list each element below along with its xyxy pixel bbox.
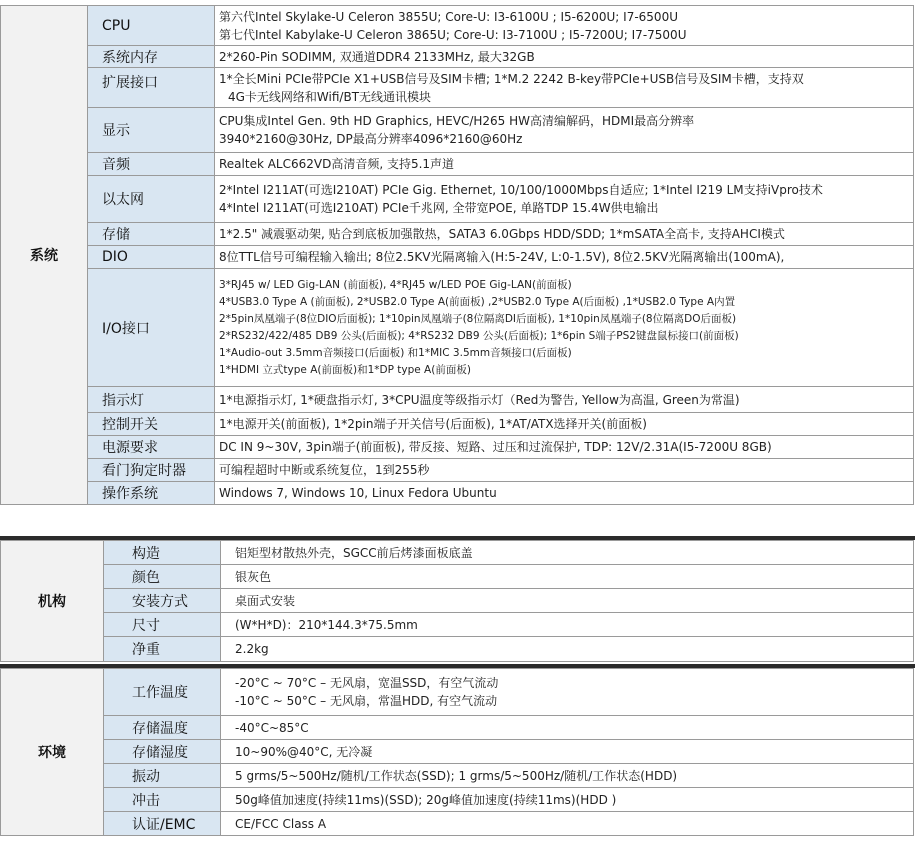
row-label: 音频 xyxy=(102,157,130,173)
table-row xyxy=(1,589,914,613)
row-label: CPU xyxy=(102,17,131,34)
system-table xyxy=(0,5,914,505)
section-label-system: 系统 xyxy=(1,6,88,505)
row-label: 操作系统 xyxy=(102,486,158,502)
row-value: 1*电源开关(前面板), 1*2pin端子开关信号(后面板), 1*AT/ATX选择开关(前面板) xyxy=(219,417,647,431)
row-label: I/O接口 xyxy=(102,320,150,337)
row-value: 2*Intel I211AT(可选I210AT) PCIe Gig. Ethernet, 10/100/1000Mbps自适应; 1*Intel I219 LM支持iVpro技术 xyxy=(219,183,823,197)
table-row xyxy=(1,269,914,387)
row-value: 8位TTL信号可编程输入输出; 8位2.5KV光隔离输入(H:5-24V, L:0-1.5V), 8位2.5KV光隔离输出(100mA), xyxy=(219,250,785,264)
row-value: 银灰色 xyxy=(235,569,272,584)
row-label: 尺寸 xyxy=(132,617,160,634)
table-row xyxy=(1,740,914,764)
table-row xyxy=(1,6,914,46)
table-row xyxy=(1,788,914,812)
table-row xyxy=(1,46,914,68)
row-value: 2*5pin凤凰端子(8位DIO后面板); 1*10pin凤凰端子(8位隔离DI后面板), 1*10pin凤凰端子(8位隔离DO后面板) xyxy=(219,312,737,325)
row-label: 系统内存 xyxy=(102,49,158,66)
row-label: 净重 xyxy=(132,642,160,658)
mechanism-table xyxy=(0,540,914,662)
row-label: 冲击 xyxy=(132,792,160,809)
row-value: 1*Audio-out 3.5mm音频接口(后面板) 和1*MIC 3.5mm音频接口(后面板) xyxy=(219,346,572,359)
row-value: 1*全长Mini PCIe带PCIe X1+USB信号及SIM卡槽; 1*M.2 2242 B-key带PCIe+USB信号及SIM卡槽，支持双 xyxy=(219,71,804,86)
table-row xyxy=(1,68,914,108)
table-row xyxy=(1,223,914,246)
table-row xyxy=(1,613,914,637)
row-label: DIO xyxy=(102,249,128,265)
row-label: 存储 xyxy=(102,227,130,243)
section-label-environment: 环境 xyxy=(1,669,104,836)
row-value: 2*260-Pin SODIMM, 双通道DDR4 2133MHz, 最大32GB xyxy=(219,49,535,64)
row-label: 安装方式 xyxy=(132,593,188,610)
table-row xyxy=(1,153,914,176)
table-row xyxy=(1,812,914,836)
table-row xyxy=(1,669,914,716)
row-value: Windows 7, Windows 10, Linux Fedora Ubuntu xyxy=(219,486,497,500)
row-label: 显示 xyxy=(102,123,130,139)
row-label: 指示灯 xyxy=(102,392,144,409)
row-label: 控制开关 xyxy=(102,417,158,433)
table-row xyxy=(1,387,914,413)
table-row xyxy=(1,716,914,740)
row-value: (W*H*D)：210*144.3*75.5mm xyxy=(235,617,418,632)
row-label: 看门狗定时器 xyxy=(102,463,186,479)
row-label: 构造 xyxy=(132,545,160,562)
row-value: 1*电源指示灯, 1*硬盘指示灯, 3*CPU温度等级指示灯（Red为警告, Yellow为高温, Green为常温) xyxy=(219,392,740,407)
table-row xyxy=(1,246,914,269)
table-row xyxy=(1,637,914,662)
environment-table xyxy=(0,668,914,836)
row-value: -20°C ~ 70°C – 无风扇，宽温SSD，有空气流动 xyxy=(235,676,499,690)
row-value: -10°C ~ 50°C – 无风扇，常温HDD, 有空气流动 xyxy=(235,694,498,708)
row-label: 振动 xyxy=(132,768,160,785)
table-row xyxy=(1,565,914,589)
row-value: 4G卡无线网络和Wifi/BT无线通讯模块 xyxy=(228,89,432,104)
row-label: 认证/EMC xyxy=(132,816,196,833)
table-row xyxy=(1,459,914,482)
table-row xyxy=(1,108,914,153)
row-value: 1*2.5" 减震驱动架, 贴合到底板加强散热，SATA3 6.0Gbps HDD/SDD; 1*mSATA全高卡, 支持AHCI模式 xyxy=(219,227,785,241)
row-value: 3940*2160@30Hz, DP最高分辨率4096*2160@60Hz xyxy=(219,132,523,146)
table-row xyxy=(1,436,914,459)
row-value: -40°C~85°C xyxy=(235,720,309,735)
table-row xyxy=(1,413,914,436)
row-value: 2*RS232/422/485 DB9 公头(后面板); 4*RS232 DB9 公头(后面板); 1*6pin S端子PS2键盘鼠标接口(前面板) xyxy=(219,329,739,342)
table-row xyxy=(1,764,914,788)
row-value: 2.2kg xyxy=(235,642,269,656)
row-label: 存储温度 xyxy=(132,720,188,737)
row-label: 存储湿度 xyxy=(132,744,188,761)
table-row xyxy=(1,482,914,505)
row-value: 4*Intel I211AT(可选I210AT) PCIe千兆网, 全带宽POE, 单路TDP 15.4W供电输出 xyxy=(219,201,659,215)
row-value: 1*HDMI 立式type A(前面板)和1*DP type A(前面板) xyxy=(219,363,471,376)
row-label: 以太网 xyxy=(102,192,144,208)
row-value: 第六代Intel Skylake-U Celeron 3855U; Core-U: I3-6100U ; I5-6200U; I7-6500U xyxy=(219,9,678,24)
row-value: 可编程超时中断或系统复位，1到255秒 xyxy=(219,463,430,477)
row-value: 4*USB3.0 Type A (前面板), 2*USB2.0 Type A(前面板) ,2*USB2.0 Type A(后面板) ,1*USB2.0 Type A内置 xyxy=(219,295,736,308)
row-label: 颜色 xyxy=(132,569,160,586)
row-value: DC IN 9~30V, 3pin端子(前面板), 带反接、短路、过压和过流保护, TDP: 12V/2.31A(I5-7200U 8GB) xyxy=(219,440,772,454)
row-value: 铝矩型材散热外壳，SGCC前后烤漆面板底盖 xyxy=(235,545,473,560)
table-row xyxy=(1,541,914,565)
row-value: 50g峰值加速度(持续11ms)(SSD); 20g峰值加速度(持续11ms)(HDD ) xyxy=(235,792,617,807)
section-label-mechanism: 机构 xyxy=(1,541,104,662)
row-value: 第七代Intel Kabylake-U Celeron 3865U; Core-U: I3-7100U ; I5-7200U; I7-7500U xyxy=(219,27,687,42)
row-value: CPU集成Intel Gen. 9th HD Graphics, HEVC/H265 HW高清编解码，HDMI最高分辨率 xyxy=(219,114,695,128)
row-value: CE/FCC Class A xyxy=(235,816,327,831)
table-row xyxy=(1,176,914,223)
row-value: 桌面式安装 xyxy=(235,593,296,608)
row-label: 电源要求 xyxy=(102,440,158,456)
row-label: 扩展接口 xyxy=(102,75,158,91)
row-value: 10~90%@40°C, 无冷凝 xyxy=(235,744,373,759)
row-value: 5 grms/5~500Hz/随机/工作状态(SSD); 1 grms/5~500Hz/随机/工作状态(HDD) xyxy=(235,768,678,783)
row-value: 3*RJ45 w/ LED Gig-LAN (前面板), 4*RJ45 w/LED POE Gig-LAN(前面板) xyxy=(219,278,572,291)
row-label: 工作温度 xyxy=(132,685,188,701)
row-value: Realtek ALC662VD高清音频, 支持5.1声道 xyxy=(219,157,455,171)
